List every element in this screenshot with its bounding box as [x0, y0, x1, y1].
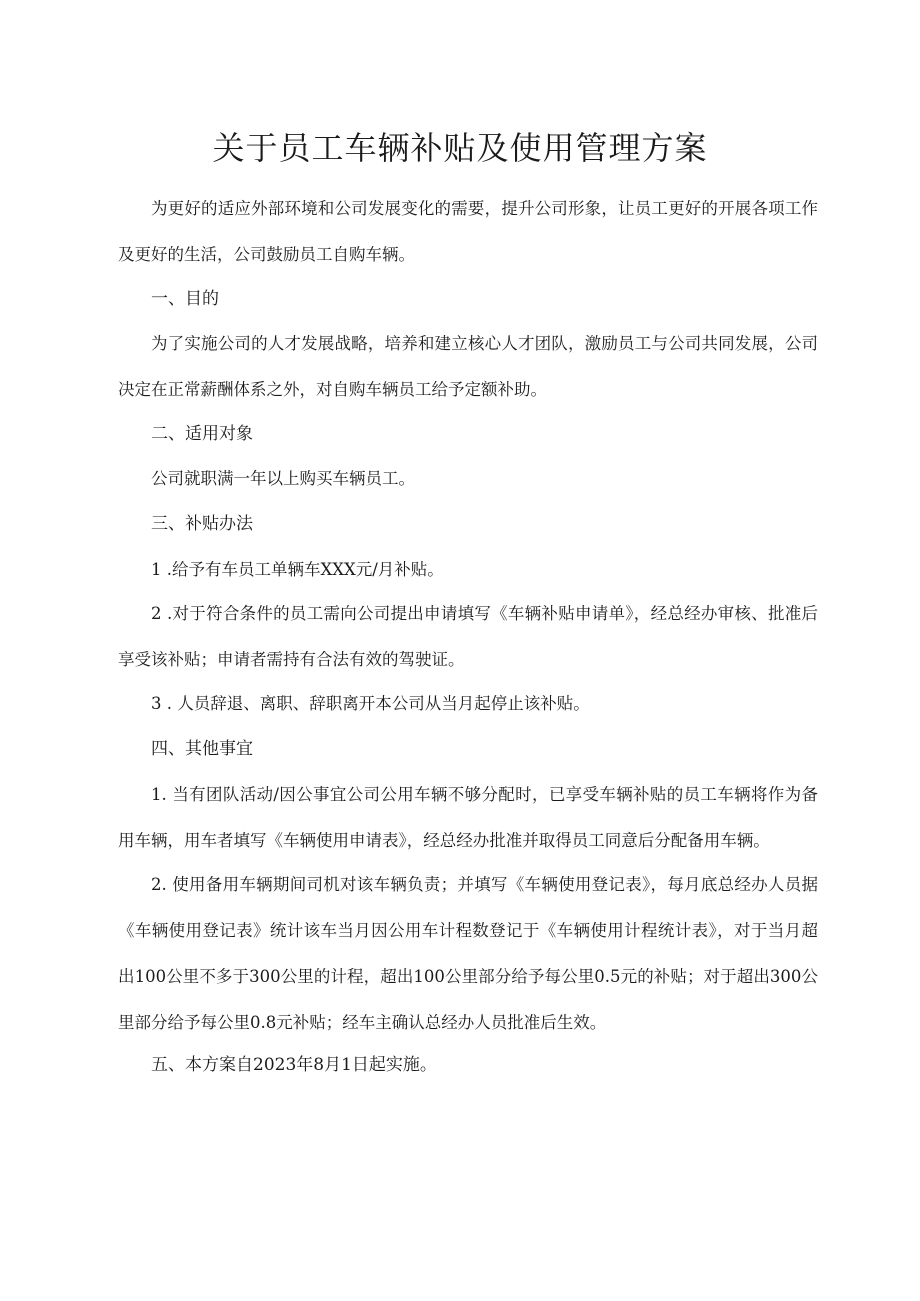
other-item-1: 1. 当有团队活动/因公事宜公司公用车辆不够分配时，已享受车辆补贴的员工车辆将作为备用车辆，用车者填写《车辆使用申请表》，经总经办批准并取得员工同意后分配备用车辆。: [118, 785, 818, 850]
section-heading-other-matters: 四、其他事宜: [151, 739, 253, 759]
subsidy-item-2: 2 .对于符合条件的员工需向公司提出申请填写《车辆补贴申请单》，经总经办审核、批准后享受该补贴；申请者需持有合法有效的驾驶证。: [118, 604, 818, 669]
other-item-2: 2. 使用备用车辆期间司机对该车辆负责；并填写《车辆使用登记表》，每月底总经办人员据《车辆使用登记表》统计该车当月因公用车计程数登记于《车辆使用计程统计表》，对于当月超出100公里不多于300公里的计程，超出100公里部分给予每公里0.5元的补贴；对于超出300公里部分给予每公里0.8元补贴；经车主确认总经办人员批准后生效。: [118, 875, 818, 1032]
section-heading-scope: 二、适用对象: [151, 424, 253, 444]
subsidy-item-1: 1 .给予有车员工单辆车XXX元/月补贴。: [151, 560, 444, 579]
scope-paragraph: 公司就职满一年以上购买车辆员工。: [151, 469, 415, 488]
subsidy-item-3: 3 . 人员辞退、离职、辞职离开本公司从当月起停止该补贴。: [151, 694, 590, 713]
purpose-paragraph: 为了实施公司的人才发展战略，培养和建立核心人才团队，激励员工与公司共同发展，公司决定在正常薪酬体系之外，对自购车辆员工给予定额补助。: [118, 334, 818, 399]
section-heading-effective-date: 五、本方案自2023年8月1日起实施。: [151, 1055, 437, 1075]
section-heading-subsidy-method: 三、补贴办法: [151, 514, 253, 534]
document-title: 关于员工车辆补贴及使用管理方案: [212, 129, 708, 167]
intro-paragraph: 为更好的适应外部环境和公司发展变化的需要，提升公司形象，让员工更好的开展各项工作及更好的生活，公司鼓励员工自购车辆。: [118, 199, 818, 264]
section-heading-purpose: 一、目的: [151, 289, 219, 309]
